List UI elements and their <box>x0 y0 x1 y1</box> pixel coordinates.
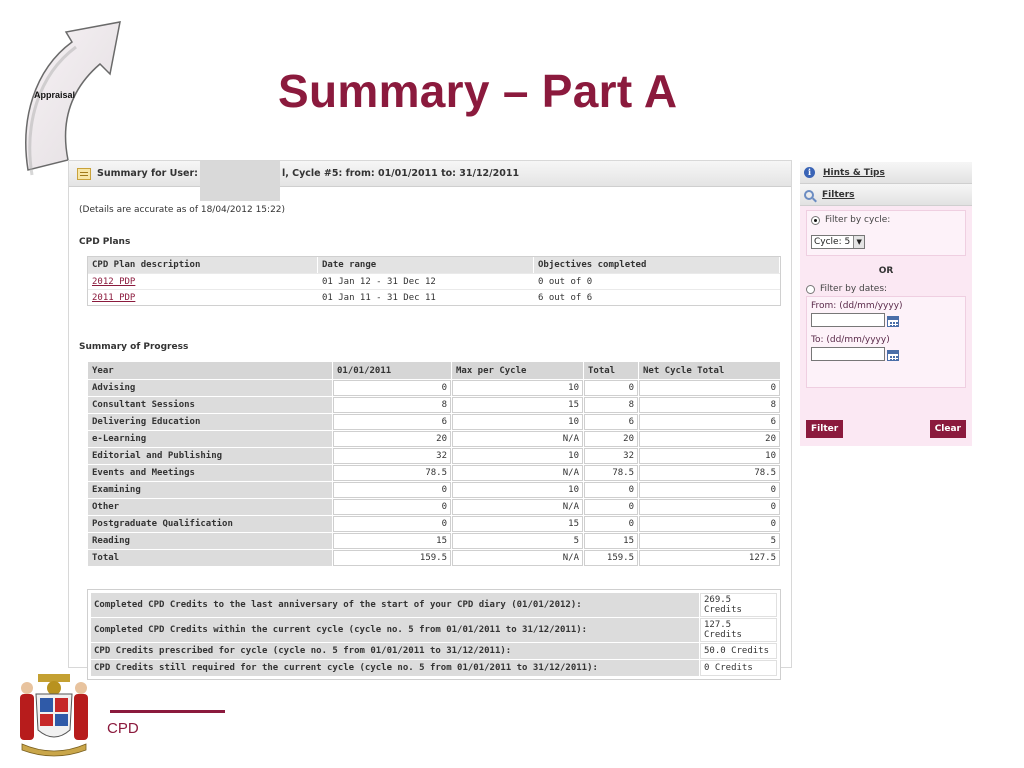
progress-max-value: 10 <box>452 414 583 430</box>
progress-category: Consultant Sessions <box>88 397 332 413</box>
progress-category: Total <box>88 550 332 566</box>
filters-body <box>800 206 972 446</box>
plan-link-2012[interactable]: 2012 PDP <box>92 276 136 287</box>
cpd-plans-table <box>87 256 781 306</box>
info-icon: i <box>804 167 815 178</box>
cycle-select[interactable] <box>811 235 865 249</box>
progress-category: Examining <box>88 482 332 498</box>
progress-max-value: 10 <box>452 380 583 396</box>
or-separator: OR <box>878 266 894 276</box>
col-date-range: Date range <box>318 257 534 273</box>
side-panel <box>800 162 972 446</box>
progress-max-value: N/A <box>452 465 583 481</box>
progress-total-value: 0 <box>584 482 638 498</box>
col-max-per-cycle: Max per Cycle <box>452 362 583 379</box>
progress-net-value: 0 <box>639 380 780 396</box>
progress-net-value: 0 <box>639 516 780 532</box>
progress-total-value: 0 <box>584 516 638 532</box>
credit-value: 269.5 Credits <box>700 593 777 617</box>
progress-max-value: 10 <box>452 448 583 464</box>
table-row <box>88 499 780 515</box>
progress-total-value: 8 <box>584 397 638 413</box>
table-row <box>88 289 780 305</box>
progress-category: Postgraduate Qualification <box>88 516 332 532</box>
progress-2011-value: 159.5 <box>333 550 451 566</box>
progress-total-value: 20 <box>584 431 638 447</box>
credit-value: 50.0 Credits <box>700 643 777 659</box>
table-row <box>88 380 780 396</box>
progress-total-value: 0 <box>584 380 638 396</box>
progress-total-value: 159.5 <box>584 550 638 566</box>
hints-header[interactable] <box>800 162 972 184</box>
table-row <box>88 550 780 566</box>
table-row <box>91 643 777 659</box>
table-row <box>88 397 780 413</box>
progress-net-value: 6 <box>639 414 780 430</box>
progress-title: Summary of Progress <box>79 342 189 352</box>
summary-panel <box>68 160 792 673</box>
progress-net-value: 127.5 <box>639 550 780 566</box>
progress-2011-value: 0 <box>333 499 451 515</box>
calendar-icon[interactable] <box>887 316 899 327</box>
progress-total-value: 15 <box>584 533 638 549</box>
progress-2011-value: 78.5 <box>333 465 451 481</box>
progress-net-value: 20 <box>639 431 780 447</box>
filters-header[interactable] <box>800 184 972 206</box>
document-icon <box>77 168 91 180</box>
progress-max-value: 10 <box>452 482 583 498</box>
plan-link-2011[interactable]: 2011 PDP <box>92 292 136 303</box>
progress-2011-value: 0 <box>333 482 451 498</box>
progress-category: Editorial and Publishing <box>88 448 332 464</box>
filter-cycle-label: Filter by cycle: <box>825 215 891 225</box>
progress-max-value: 15 <box>452 397 583 413</box>
plan-date-range: 01 Jan 12 - 31 Dec 12 <box>318 273 534 289</box>
table-row <box>88 414 780 430</box>
progress-category: Events and Meetings <box>88 465 332 481</box>
progress-2011-value: 15 <box>333 533 451 549</box>
progress-max-value: 15 <box>452 516 583 532</box>
cycle-select-value: Cycle: 5 <box>814 237 851 247</box>
credit-label: CPD Credits still required for the current cycle (cycle no. 5 from 01/01/2011 to 31/12/2011): <box>91 660 699 676</box>
redacted-username <box>200 161 280 201</box>
credit-label: Completed CPD Credits within the current cycle (cycle no. 5 from 01/01/2011 to 31/12/2011): <box>91 618 699 642</box>
from-date-input[interactable] <box>811 313 885 327</box>
summary-header-prefix: Summary for User: <box>97 168 198 179</box>
calendar-icon[interactable] <box>887 350 899 361</box>
progress-2011-value: 6 <box>333 414 451 430</box>
table-row <box>91 618 777 642</box>
chevron-down-icon[interactable]: ▼ <box>853 236 864 248</box>
table-row <box>91 660 777 676</box>
crest-logo <box>16 664 92 760</box>
progress-net-value: 0 <box>639 499 780 515</box>
col-total: Total <box>584 362 638 379</box>
to-date-label: To: (dd/mm/yyyy) <box>811 335 890 345</box>
table-row <box>88 533 780 549</box>
progress-2011-value: 0 <box>333 380 451 396</box>
plan-date-range: 01 Jan 11 - 31 Dec 11 <box>318 289 534 305</box>
footer-divider <box>110 710 225 713</box>
plan-objectives: 6 out of 6 <box>534 289 780 305</box>
cycle-filter-box <box>806 210 966 256</box>
progress-category: e-Learning <box>88 431 332 447</box>
progress-net-value: 0 <box>639 482 780 498</box>
progress-category: Delivering Education <box>88 414 332 430</box>
table-row <box>88 516 780 532</box>
col-objectives-completed: Objectives completed <box>534 257 780 273</box>
credit-value: 127.5 Credits <box>700 618 777 642</box>
footer-label: CPD <box>107 720 139 737</box>
table-row <box>88 465 780 481</box>
appraisal-arrow <box>14 10 144 185</box>
from-date-label: From: (dd/mm/yyyy) <box>811 301 903 311</box>
table-row <box>88 482 780 498</box>
credit-value: 0 Credits <box>700 660 777 676</box>
col-2011: 01/01/2011 <box>333 362 451 379</box>
credit-label: CPD Credits prescribed for cycle (cycle no. 5 from 01/01/2011 to 31/12/2011): <box>91 643 699 659</box>
progress-category: Advising <box>88 380 332 396</box>
clear-button[interactable]: Clear <box>930 420 966 438</box>
table-row <box>91 593 777 617</box>
progress-net-value: 8 <box>639 397 780 413</box>
details-note: (Details are accurate as of 18/04/2012 15:22) <box>79 205 286 215</box>
progress-2011-value: 20 <box>333 431 451 447</box>
table-row <box>88 448 780 464</box>
plan-objectives: 0 out of 0 <box>534 273 780 289</box>
progress-max-value: 5 <box>452 533 583 549</box>
to-date-input[interactable] <box>811 347 885 361</box>
progress-total-value: 6 <box>584 414 638 430</box>
progress-table <box>87 361 781 567</box>
cpd-plans-title: CPD Plans <box>79 237 131 247</box>
search-icon <box>804 190 814 200</box>
filter-dates-label: Filter by dates: <box>820 284 888 294</box>
summary-header-cycle: l, Cycle #5: from: 01/01/2011 to: 31/12/2011 <box>281 168 520 179</box>
table-row <box>88 431 780 447</box>
progress-total-value: 0 <box>584 499 638 515</box>
progress-max-value: N/A <box>452 550 583 566</box>
progress-2011-value: 0 <box>333 516 451 532</box>
filter-cycle-radio[interactable] <box>811 216 820 225</box>
filter-button[interactable]: Filter <box>806 420 843 438</box>
credit-label: Completed CPD Credits to the last anniversary of the start of your CPD diary (01/01/2012): <box>91 593 699 617</box>
progress-net-value: 78.5 <box>639 465 780 481</box>
progress-2011-value: 8 <box>333 397 451 413</box>
slide-title: Summary – Part A <box>278 65 678 117</box>
dates-filter-box <box>806 296 966 388</box>
progress-category: Reading <box>88 533 332 549</box>
hints-link[interactable]: Hints & Tips <box>823 167 885 178</box>
progress-total-value: 78.5 <box>584 465 638 481</box>
progress-net-value: 10 <box>639 448 780 464</box>
filter-dates-radio[interactable] <box>806 285 815 294</box>
progress-2011-value: 32 <box>333 448 451 464</box>
summary-header <box>69 161 791 187</box>
table-row <box>88 273 780 289</box>
progress-total-value: 32 <box>584 448 638 464</box>
filters-link[interactable]: Filters <box>822 189 855 200</box>
progress-max-value: N/A <box>452 499 583 515</box>
progress-category: Other <box>88 499 332 515</box>
col-year: Year <box>88 362 332 379</box>
progress-net-value: 5 <box>639 533 780 549</box>
col-net-cycle-total: Net Cycle Total <box>639 362 780 379</box>
credits-table <box>87 589 781 680</box>
arrow-label: Appraisal <box>34 90 76 100</box>
col-plan-description: CPD Plan description <box>88 257 318 273</box>
progress-max-value: N/A <box>452 431 583 447</box>
